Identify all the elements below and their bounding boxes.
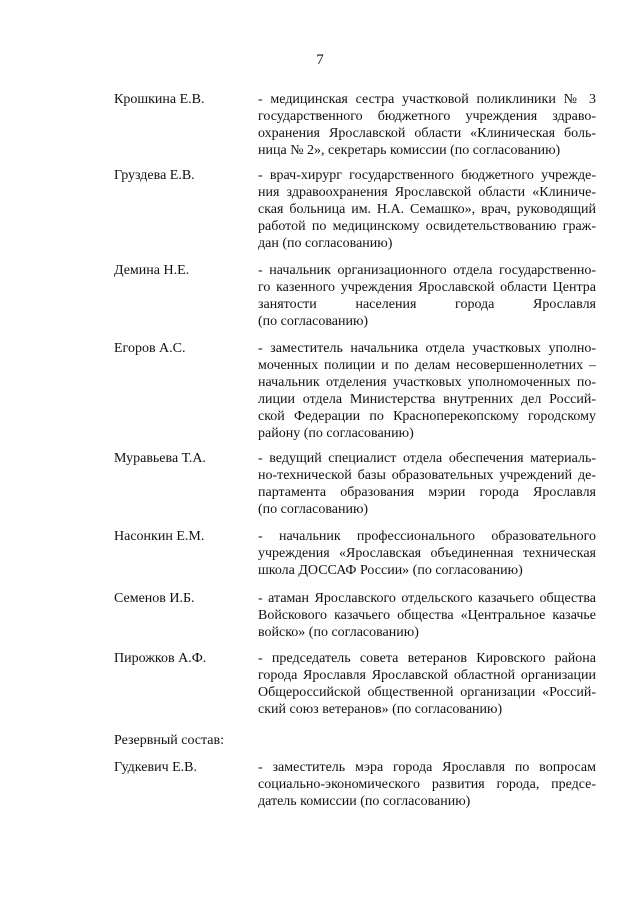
description-line: охранения Ярославской области «Клиническая боль- [258,126,596,141]
description-line: ская больница им. Н.А. Семашко», врач, руководящий [258,202,596,217]
member-name: Насонкин Е.М. [114,529,205,544]
description-line: - начальник профессионального образовательного [258,529,596,544]
reserve-heading: Резервный состав: [114,733,225,748]
description-line: - врач-хирург государственного бюджетного учрежде- [258,168,596,183]
description-line: (по согласованию) [258,314,369,329]
member-description [258,528,596,579]
member-name: Пирожков А.Ф. [114,651,207,666]
description-line: - начальник организационного отдела государственно- [258,263,596,278]
member-description [258,340,596,442]
description-line: ской Федерации по Красноперекопскому городскому [258,409,596,424]
description-line: школа ДОССАФ России» (по согласованию) [258,563,523,578]
description-line: Войскового казачьего общества «Центральное казачье [258,608,596,623]
member-description [258,650,596,718]
description-line: войско» (по согласованию) [258,625,419,640]
description-line: города Ярославля Ярославской областной организации [258,668,596,683]
description-line: занятости населения города Ярославля [258,297,596,312]
member-description [258,759,596,810]
member-name: Крошкина Е.В. [114,92,205,107]
member-name: Семенов И.Б. [114,591,195,606]
page-number: 7 [316,52,324,68]
description-line: социально-экономического развития города, предсе- [258,777,596,792]
member-description [258,450,596,518]
description-line: го казенного учреждения Ярославской области Центра [258,280,596,295]
member-name: Демина Н.Е. [114,263,190,278]
description-line: - заместитель начальника отдела участковых уполно- [258,341,596,356]
description-line: государственного бюджетного учреждения здраво- [258,109,596,124]
description-line: ния здравоохранения Ярославской области «Клиниче- [258,185,596,200]
member-description [258,167,596,252]
description-line: ница № 2», секретарь комиссии (по согласованию) [258,143,561,158]
member-description [258,590,596,641]
description-line: лиции отдела Министерства внутренних дел Россий- [258,392,596,407]
description-line: (по согласованию) [258,502,369,517]
description-line: партамента образования мэрии города Ярославля [258,485,596,500]
description-line: - председатель совета ветеранов Кировского района [258,651,596,666]
description-line: датель комиссии (по согласованию) [258,794,471,809]
member-name: Муравьева Т.А. [114,451,206,466]
description-line: но-технической базы образовательных учреждений де- [258,468,596,483]
description-line: дан (по согласованию) [258,236,393,251]
description-line: - медицинская сестра участковой поликлиники № 3 [258,92,596,107]
description-line: району (по согласованию) [258,426,414,441]
description-line: - заместитель мэра города Ярославля по вопросам [258,760,596,775]
member-name: Егоров А.С. [114,341,186,356]
description-line: моченных полиции и по делам несовершеннолетних – [258,358,596,373]
member-description [258,91,596,159]
description-line: ский союз ветеранов» (по согласованию) [258,702,503,717]
member-description [258,262,596,330]
member-name: Груздева Е.В. [114,168,195,183]
member-name: Гудкевич Е.В. [114,760,198,775]
description-line: Общероссийской общественной организации «Россий- [258,685,596,700]
description-line: учреждения «Ярославская объединенная техническая [258,546,596,561]
description-line: начальник отделения участковых уполномоченных по- [258,375,596,390]
description-line: - атаман Ярославского отдельского казачьего общества [258,591,596,606]
description-line: - ведущий специалист отдела обеспечения материаль- [258,451,596,466]
description-line: работой по медицинскому освидетельствованию граж- [258,219,596,234]
